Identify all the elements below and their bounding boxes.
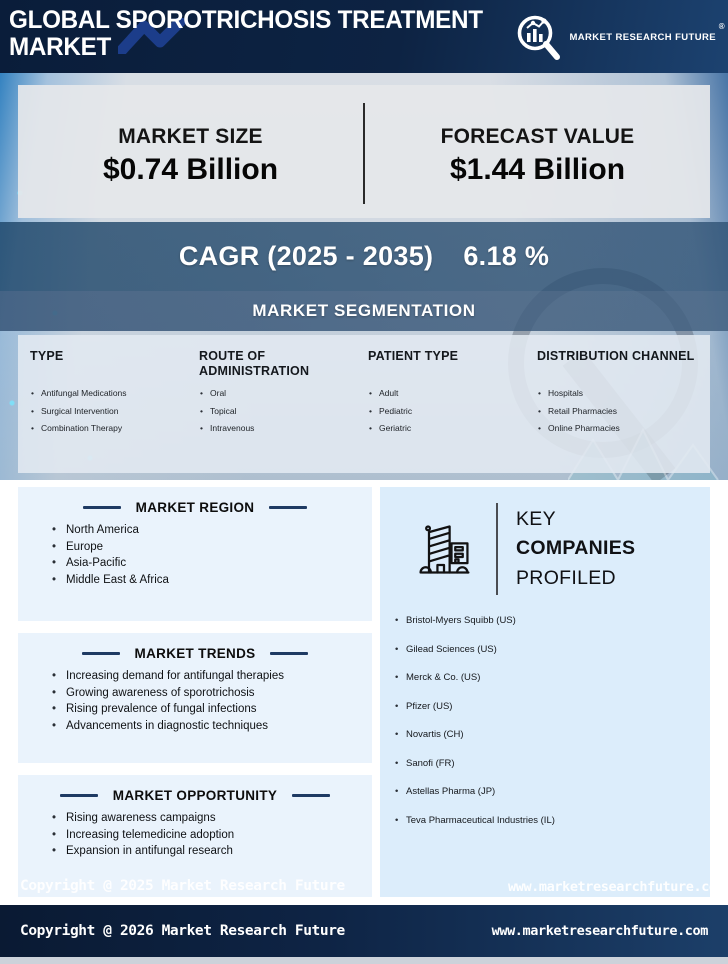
segmentation-column-distribution bbox=[535, 349, 704, 473]
segmentation-list bbox=[30, 388, 191, 433]
title-dash-right bbox=[269, 506, 307, 509]
card-title-row bbox=[18, 788, 372, 803]
lower-section bbox=[0, 480, 728, 905]
cagr-label: CAGR (2025 - 2035) bbox=[178, 241, 434, 271]
segmentation-list bbox=[368, 388, 529, 433]
forecast-value-block bbox=[365, 85, 710, 218]
list-item: • Oral bbox=[199, 388, 360, 398]
list-item: • Antifungal Medications bbox=[30, 388, 191, 398]
bottom-strip bbox=[0, 957, 728, 964]
list-item: • Middle East & Africa bbox=[52, 574, 372, 586]
list-item: • Rising awareness campaigns bbox=[52, 812, 372, 824]
title-line-key: KEY bbox=[516, 508, 556, 531]
header-divider bbox=[496, 503, 498, 595]
market-region-list bbox=[52, 524, 372, 586]
key-companies-card bbox=[380, 487, 710, 897]
segmentation-column-patient bbox=[366, 349, 535, 473]
market-opportunity-list bbox=[52, 812, 372, 857]
list-item: • Adult bbox=[368, 388, 529, 398]
list-item: • Hospitals bbox=[537, 388, 698, 398]
list-item: • Pediatric bbox=[368, 406, 529, 416]
list-item: • Retail Pharmacies bbox=[537, 406, 698, 416]
title-dash-left bbox=[83, 506, 121, 509]
mrfr-magnifier-chart-icon bbox=[513, 12, 563, 62]
segmentation-column-header: ROUTE OF ADMINISTRATION bbox=[199, 349, 310, 378]
companies-list bbox=[394, 615, 710, 826]
cagr-band bbox=[0, 222, 728, 291]
segmentation-column-header: PATIENT TYPE bbox=[368, 349, 459, 363]
card-title-row bbox=[18, 500, 372, 515]
list-item: • Increasing telemedicine adoption bbox=[52, 829, 372, 841]
title-dash-right bbox=[292, 794, 330, 797]
company-item: • Bristol-Myers Squibb (US) bbox=[394, 615, 710, 626]
title-line-companies: COMPANIES bbox=[516, 537, 636, 560]
company-item: • Astellas Pharma (JP) bbox=[394, 786, 710, 797]
market-trends-title: MARKET TRENDS bbox=[134, 646, 256, 661]
title-line-profiled: PROFILED bbox=[516, 566, 616, 589]
header-bar bbox=[0, 0, 728, 73]
website-watermark[interactable]: www.marketresearchfuture.com bbox=[508, 879, 725, 895]
key-companies-header bbox=[380, 487, 710, 595]
footer-bar bbox=[0, 905, 728, 957]
segmentation-list bbox=[537, 388, 698, 433]
list-item: • Growing awareness of sporotrichosis bbox=[52, 687, 372, 699]
footer-copyright: Copyright @ 2026 Market Research Future bbox=[20, 923, 345, 939]
list-item: • Increasing demand for antifungal therapies bbox=[52, 670, 372, 682]
stats-panel bbox=[18, 85, 710, 218]
market-size-block bbox=[18, 85, 363, 218]
key-companies-title bbox=[516, 505, 635, 593]
mrfr-logo bbox=[513, 12, 725, 62]
forecast-value: $1.44 Billion bbox=[449, 152, 626, 186]
segmentation-list bbox=[199, 388, 360, 433]
company-item: • Novartis (CH) bbox=[394, 729, 710, 740]
market-size-value: $0.74 Billion bbox=[102, 152, 279, 186]
mrfr-logo-text: MARKET RESEARCH FUTURE ® bbox=[569, 21, 725, 43]
list-item: • Rising prevalence of fungal infections bbox=[52, 703, 372, 715]
market-region-card bbox=[18, 487, 372, 621]
list-item: • Intravenous bbox=[199, 423, 360, 433]
footer-website-link[interactable]: www.marketresearchfuture.com bbox=[491, 923, 708, 939]
card-title-row bbox=[18, 646, 372, 661]
company-item: • Pfizer (US) bbox=[394, 701, 710, 712]
list-item: • Asia-Pacific bbox=[52, 557, 372, 569]
forecast-value-label: FORECAST VALUE bbox=[440, 124, 635, 148]
segmentation-column-type bbox=[28, 349, 197, 473]
market-trends-list bbox=[52, 670, 372, 732]
company-item: • Merck & Co. (US) bbox=[394, 672, 710, 683]
market-opportunity-title: MARKET OPPORTUNITY bbox=[112, 788, 278, 803]
title-dash-right bbox=[270, 652, 308, 655]
title-dash-left bbox=[82, 652, 120, 655]
list-item: • Online Pharmacies bbox=[537, 423, 698, 433]
title-dash-left bbox=[60, 794, 98, 797]
list-item: • Combination Therapy bbox=[30, 423, 191, 433]
list-item: • Geriatric bbox=[368, 423, 529, 433]
market-size-label: MARKET SIZE bbox=[118, 124, 263, 148]
list-item: • North America bbox=[52, 524, 372, 536]
segmentation-column-header: TYPE bbox=[30, 349, 64, 363]
list-item: • Topical bbox=[199, 406, 360, 416]
company-item: • Sanofi (FR) bbox=[394, 758, 710, 769]
segmentation-title: MARKET SEGMENTATION bbox=[252, 301, 476, 320]
company-item: • Gilead Sciences (US) bbox=[394, 644, 710, 655]
company-item: • Teva Pharmaceutical Industries (IL) bbox=[394, 815, 710, 826]
market-trends-card bbox=[18, 633, 372, 763]
cagr-value: 6.18 % bbox=[463, 241, 550, 271]
hero-collage bbox=[0, 73, 728, 480]
registered-mark: ® bbox=[718, 21, 725, 31]
market-region-title: MARKET REGION bbox=[135, 500, 255, 515]
list-item: • Expansion in antifungal research bbox=[52, 845, 372, 857]
segmentation-column-route bbox=[197, 349, 366, 473]
page-title: GLOBAL SPOROTRICHOSIS TREATMENT MARKET bbox=[9, 6, 483, 61]
list-item: • Surgical Intervention bbox=[30, 406, 191, 416]
buildings-icon bbox=[414, 516, 474, 582]
segmentation-title-band bbox=[0, 291, 728, 331]
segmentation-panel bbox=[18, 335, 710, 473]
segmentation-column-header: DISTRIBUTION CHANNEL bbox=[537, 349, 695, 363]
copyright-watermark: Copyright @ 2025 Market Research Future bbox=[20, 878, 345, 894]
list-item: • Advancements in diagnostic techniques bbox=[52, 720, 372, 732]
list-item: • Europe bbox=[52, 541, 372, 553]
